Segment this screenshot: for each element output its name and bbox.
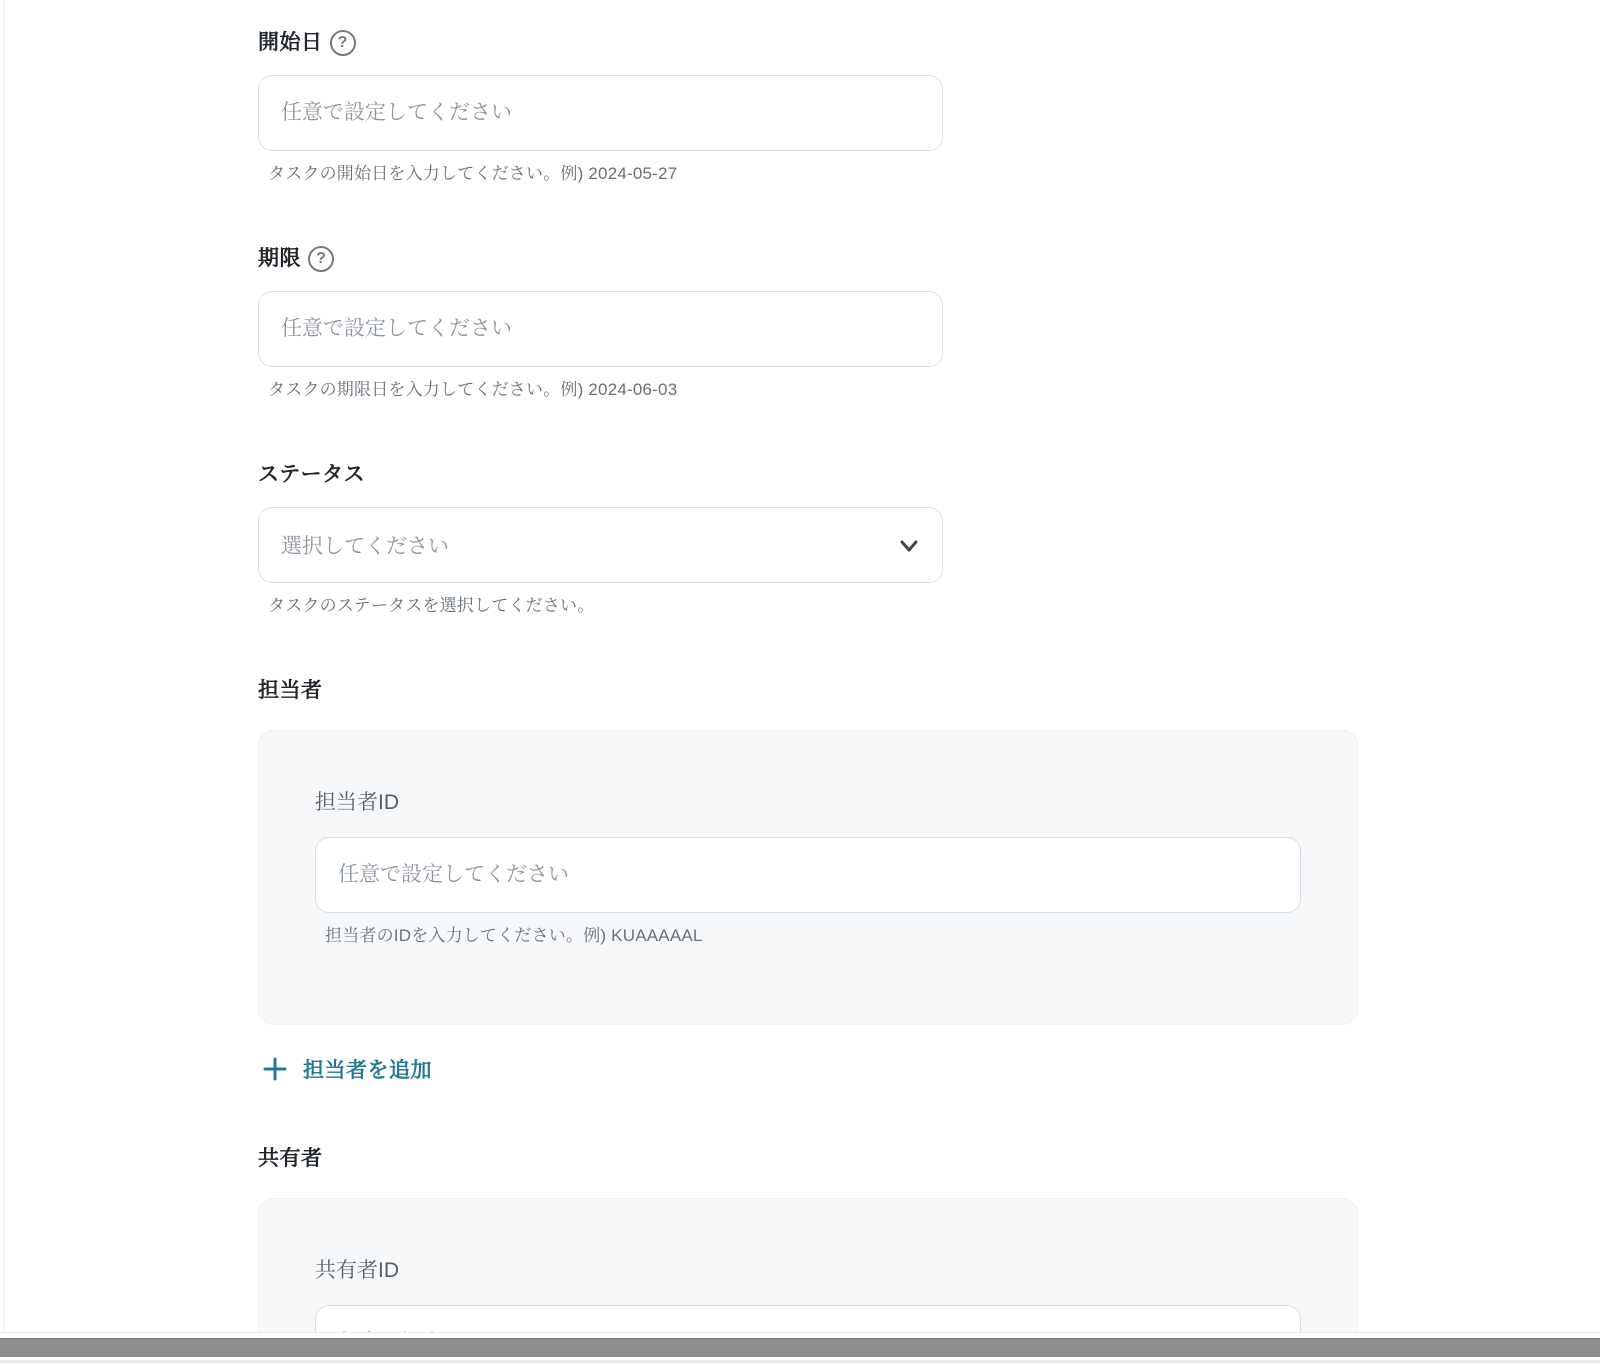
sharer-section-label: 共有者 [258, 1147, 323, 1170]
start-date-helper: タスクの開始日を入力してください。例) 2024-05-27 [268, 164, 678, 183]
scrollbar-thumb[interactable] [0, 1338, 1600, 1357]
status-label-row [258, 462, 1600, 488]
field-status [258, 462, 1600, 616]
sharer-id-label: 共有者ID [315, 1259, 399, 1282]
status-select-value: 選択してください [281, 535, 449, 558]
bottom-edge-line [0, 1360, 1600, 1363]
start-date-label-row [258, 30, 1600, 56]
add-assignee-label: 担当者を追加 [303, 1059, 432, 1082]
help-icon[interactable] [308, 246, 334, 272]
help-glyph: ? [316, 250, 326, 267]
field-start-date [258, 30, 1600, 184]
sharer-id-input[interactable] [315, 1305, 1301, 1332]
assignee-id-input[interactable] [315, 837, 1301, 913]
start-date-input[interactable] [258, 75, 943, 151]
due-date-label: 期限 [258, 247, 301, 270]
help-icon[interactable] [330, 30, 356, 56]
sharer-card [258, 1198, 1358, 1332]
help-glyph: ? [337, 34, 348, 51]
start-date-label: 開始日 [258, 31, 323, 54]
field-due-date [258, 246, 1600, 400]
assignee-section-label: 担当者 [258, 679, 323, 702]
status-select[interactable] [258, 507, 943, 583]
assignee-id-helper: 担当者のIDを入力してください。例) KUAAAAAL [325, 926, 703, 945]
assignee-card [258, 730, 1358, 1025]
status-helper: タスクのステータスを選択してください。 [268, 596, 595, 615]
chevron-down-icon [896, 533, 922, 559]
assignee-id-label: 担当者ID [315, 791, 399, 814]
plus-icon [263, 1057, 287, 1081]
horizontal-scrollbar[interactable] [0, 1332, 1600, 1366]
add-assignee-button[interactable] [258, 1054, 432, 1084]
due-date-label-row [258, 246, 1600, 272]
status-label: ステータス [258, 463, 366, 486]
due-date-helper: タスクの期限日を入力してください。例) 2024-06-03 [268, 380, 678, 399]
due-date-input[interactable] [258, 291, 943, 367]
